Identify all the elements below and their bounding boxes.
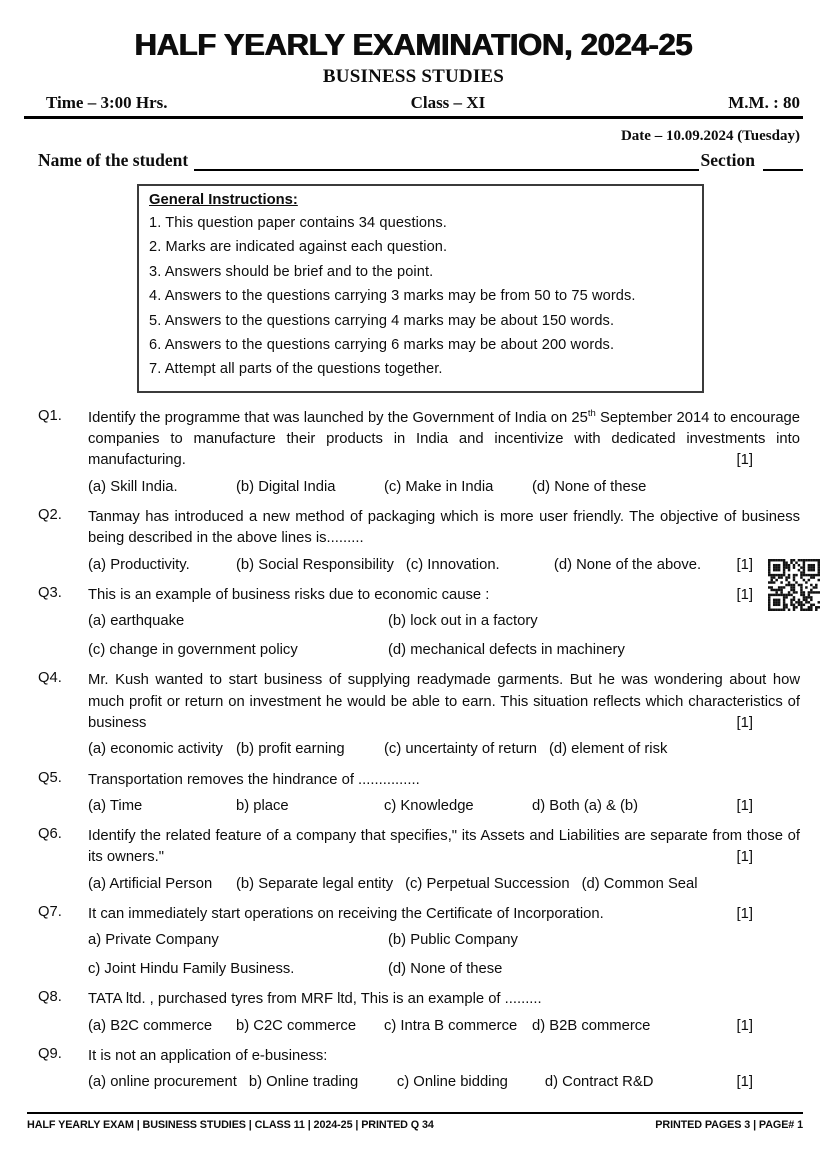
option: c) Joint Hindu Family Business. (88, 961, 295, 978)
student-name-label: Name of the student (38, 150, 189, 170)
option: (a) B2C commerce (88, 1017, 213, 1034)
instruction-item: 7. Attempt all parts of the questions together. (149, 361, 443, 378)
footer-right-text: PRINTED PAGES 3 | PAGE# 1 (655, 1119, 803, 1131)
option: (a) earthquake (88, 613, 185, 630)
instruction-item: 2. Marks are indicated against each question. (149, 239, 448, 256)
student-name-row (38, 150, 803, 171)
option: c) Online bidding (396, 1074, 508, 1091)
question (38, 670, 800, 760)
questions (38, 408, 800, 1094)
option: (d) None of these (388, 961, 503, 978)
option: (b) Separate legal entity (236, 875, 394, 892)
section-blank-line (763, 151, 803, 171)
question (38, 585, 800, 661)
question (38, 408, 800, 498)
option: b) place (236, 797, 289, 814)
option: a) Private Company (88, 932, 219, 949)
question (38, 507, 800, 576)
question-marks: [1] (736, 556, 753, 573)
option: (d) Common Seal (581, 875, 698, 892)
option: d) B2B commerce (532, 1017, 651, 1034)
question-text-part: TATA ltd. , purchased tyres from MRF ltd, This is an example of ......... (88, 991, 542, 1008)
question-text (88, 826, 800, 869)
question-number: Q4. (38, 670, 62, 687)
instruction-item: 1. This question paper contains 34 questions. (149, 215, 447, 231)
question (38, 770, 800, 818)
option: (d) mechanical defects in machinery (388, 642, 625, 659)
option: (a) Artificial Person (88, 875, 213, 892)
option: b) Online trading (248, 1074, 359, 1091)
option: (b) lock out in a factory (388, 613, 538, 630)
instruction-item: 5. Answers to the questions carrying 4 marks may be about 150 words. (149, 312, 615, 329)
question-text-part: Tanmay has introduced a new method of packaging which is more user friendly. The objective of business being described in the above lines is......... (88, 509, 800, 547)
option: (a) economic activity (88, 741, 223, 758)
options-row (88, 874, 800, 895)
options-row (88, 477, 800, 498)
question-number: Q5. (38, 769, 62, 786)
options-row (88, 611, 800, 661)
option: (c) Innovation. (405, 556, 500, 573)
question-number: Q6. (38, 826, 62, 843)
question-number: Q1. (38, 407, 62, 424)
class-label: Class – XI (410, 93, 486, 112)
option: (d) element of risk (548, 741, 668, 758)
options-row (88, 1072, 800, 1093)
page-footer (27, 1112, 803, 1131)
page-title: HALF YEARLY EXAMINATION, 2024-25 (134, 27, 693, 62)
option: (a) online procurement (88, 1074, 237, 1091)
question-text (88, 585, 800, 606)
options-row (88, 555, 800, 576)
question-text (88, 1046, 800, 1067)
instruction-item: 6. Answers to the questions carrying 6 marks may be about 200 words. (149, 337, 615, 354)
question-body (88, 408, 800, 498)
options-row (88, 930, 800, 980)
option: (a) Productivity. (88, 556, 190, 573)
general-instructions-box (137, 184, 704, 393)
question-text (88, 670, 800, 734)
question-body (88, 585, 800, 661)
question-text-part: September 2014 to encourage companies to manufacture their products in India and incentivize with dedicated investments into manufacturing. (88, 409, 801, 469)
question-marks: [1] (736, 452, 753, 469)
question-marks: [1] (736, 1074, 753, 1091)
question-number: Q3. (38, 584, 62, 601)
max-marks: M.M. : 80 (728, 93, 800, 112)
question-number: Q2. (38, 507, 62, 524)
instructions-title: General Instructions: (149, 192, 298, 208)
question-body (88, 770, 800, 818)
question-body (88, 989, 800, 1037)
question-text-part: Identify the programme that was launched by the Government of India on 25 (88, 409, 588, 426)
question (38, 904, 800, 980)
option: (a) Skill India. (88, 478, 178, 495)
footer-left-text: HALF YEARLY EXAM | BUSINESS STUDIES | CLASS 11 | 2024-25 | PRINTED Q 34 (27, 1119, 434, 1131)
section-label: Section (700, 150, 755, 170)
question-body (88, 670, 800, 760)
question-text-part: Transportation removes the hindrance of ............... (88, 771, 420, 788)
question-body (88, 904, 800, 980)
option: (c) uncertainty of return (384, 741, 537, 758)
question (38, 1046, 800, 1094)
question-marks: [1] (736, 714, 753, 731)
exam-meta-row (46, 93, 800, 113)
options-row (88, 1016, 800, 1037)
option: (b) Social Responsibility (236, 556, 394, 573)
question-text-part: Identify the related feature of a company that specifies," its Assets and Liabilities are separate from those of its owners." (88, 828, 800, 866)
subject-title: BUSINESS STUDIES (322, 66, 505, 87)
student-name-blank-line (194, 151, 698, 171)
option: (b) profit earning (236, 741, 345, 758)
superscript-text: th (587, 407, 596, 419)
question-text (88, 408, 800, 472)
question-text (88, 904, 800, 925)
question (38, 989, 800, 1037)
option: c) Intra B commerce (384, 1017, 518, 1034)
option: (b) Digital India (236, 478, 336, 495)
option: (d) None of these (532, 478, 647, 495)
question-body (88, 1046, 800, 1094)
option: d) Both (a) & (b) (532, 797, 639, 814)
instructions-list (149, 211, 692, 382)
option: b) C2C commerce (236, 1017, 357, 1034)
question-marks: [1] (736, 1017, 753, 1034)
question-body (88, 507, 800, 576)
option: (c) Perpetual Succession (405, 875, 570, 892)
question-body (88, 826, 800, 895)
question-marks: [1] (736, 797, 753, 814)
option: (a) Time (88, 797, 143, 814)
header-divider (24, 116, 803, 119)
question (38, 826, 800, 895)
instruction-item: 3. Answers should be brief and to the point. (149, 263, 434, 280)
options-row (88, 739, 800, 760)
option: (c) change in government policy (88, 642, 298, 659)
option: c) Knowledge (384, 797, 474, 814)
question-text-part: It is not an application of e-business: (88, 1047, 328, 1064)
question-number: Q7. (38, 903, 62, 920)
question-number: Q9. (38, 1045, 62, 1062)
exam-date: Date – 10.09.2024 (Tuesday) (620, 128, 800, 144)
question-marks: [1] (736, 905, 753, 922)
time-allowed: Time – 3:00 Hrs. (46, 93, 168, 112)
option: d) Contract R&D (544, 1074, 654, 1091)
question-text (88, 989, 800, 1010)
question-number: Q8. (38, 989, 62, 1006)
instruction-item: 4. Answers to the questions carrying 3 marks may be from 50 to 75 words. (149, 288, 636, 305)
option: (b) Public Company (388, 932, 518, 949)
question-marks: [1] (736, 849, 753, 866)
option: (c) Make in India (384, 478, 494, 495)
options-row (88, 796, 800, 817)
question-text-part: It can immediately start operations on receiving the Certificate of Incorporation. (88, 905, 604, 922)
option: (d) None of the above. (553, 556, 702, 573)
question-text (88, 507, 800, 550)
qr-code-icon (767, 559, 821, 611)
question-text-part: This is an example of business risks due to economic cause : (88, 586, 490, 603)
question-marks: [1] (736, 586, 753, 603)
question-text-part: Mr. Kush wanted to start business of supplying readymade garments. But he was wondering about how much profit or return on investment he would be able to earn. This situation reflects which characteristics of business (88, 672, 800, 731)
question-text (88, 770, 800, 791)
